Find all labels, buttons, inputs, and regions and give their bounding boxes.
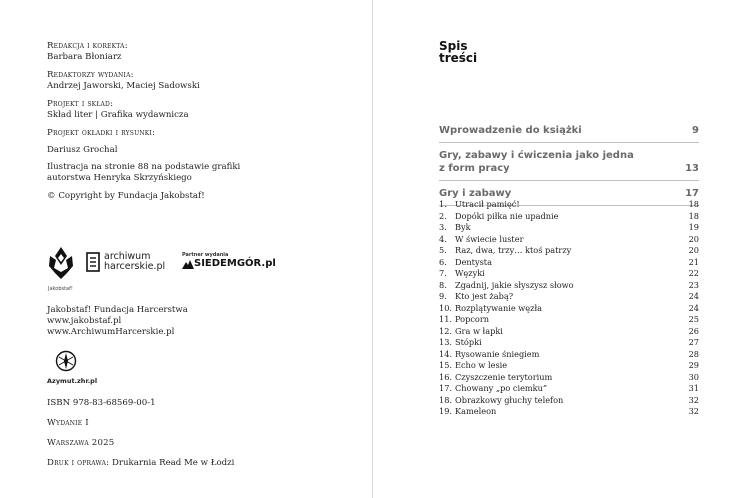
toc-item[interactable] (439, 199, 699, 211)
toc-item-title: Rysowanie śniegiem (455, 348, 540, 359)
toc-item-page: 32 (688, 394, 699, 405)
toc-item-title: Chowany „po ciemku” (455, 383, 548, 393)
toc-item-page: 30 (688, 371, 699, 382)
toc-item-num: 9. (439, 291, 447, 301)
toc-items (439, 199, 699, 418)
toc-title-line1: Spis (439, 39, 468, 53)
fleur-de-lis-icon (48, 246, 74, 280)
toc-item-title: Popcorn (455, 314, 490, 324)
section-title-cont: z form pracy (439, 163, 510, 174)
toc-item[interactable] (439, 222, 699, 234)
archiwum-line1: archiwum (104, 251, 151, 262)
toc-item-title: Węzyki (455, 268, 485, 278)
credit-value: Skład liter | Grafika wydawnicza (47, 110, 189, 120)
left-page (0, 0, 373, 498)
toc-item-title: Rozplątywanie węzła (455, 302, 542, 313)
toc-item-title: W świecie luster (455, 233, 524, 244)
toc-item-page: 27 (688, 337, 699, 347)
edition: Wydanie I (47, 418, 89, 428)
toc-item-num: 2. (439, 210, 447, 221)
siedemgor-logo (182, 252, 276, 269)
toc-item[interactable] (439, 234, 699, 246)
toc-item-title: Obrazkowy głuchy telefon (455, 394, 564, 405)
section-page: 17 (685, 188, 699, 199)
toc-item-num: 18. (439, 394, 453, 405)
section-page: 9 (692, 125, 699, 136)
toc-item-num: 4. (439, 233, 447, 244)
partner-caption: Partner wydania (182, 252, 229, 258)
isbn: ISBN 978-83-68569-00-1 (47, 398, 156, 408)
toc-item[interactable] (439, 245, 699, 257)
compass-icon (55, 350, 77, 372)
org-name: Jakobstaf! Fundacja Harcerstwa (47, 305, 188, 315)
toc-item-title: Dentysta (455, 256, 492, 267)
jakobstaf-logo (48, 246, 78, 292)
toc-item-num: 19. (439, 406, 453, 416)
print-name: Drukarnia Read Me w Łodzi (111, 458, 235, 468)
toc-item-num: 6. (439, 256, 447, 267)
illustration-note: Ilustracja na stronie 88 na podstawie grafiki (47, 162, 241, 172)
toc-item[interactable] (439, 406, 699, 418)
archiwum-line2: harcerskie.pl (104, 261, 166, 272)
toc-item[interactable] (439, 337, 699, 349)
azymut-logo (47, 350, 107, 385)
toc-item-page: 24 (688, 291, 699, 301)
toc-item-num: 7. (439, 268, 447, 278)
toc-item[interactable] (439, 291, 699, 303)
toc-item-page: 19 (688, 222, 699, 232)
toc-item[interactable] (439, 314, 699, 326)
toc-item[interactable] (439, 383, 699, 395)
toc-item[interactable] (439, 360, 699, 372)
jakobstaf-caption: Jakobstaf! (48, 286, 73, 292)
contact-block (47, 305, 188, 338)
url-archiwum: www.ArchiwumHarcerskie.pl (47, 327, 175, 337)
toc-item-page: 23 (688, 279, 699, 290)
toc-item-num: 3. (439, 222, 447, 232)
section-title: Gry, zabawy i ćwiczenia jako jedna (439, 150, 634, 161)
toc-item-title: Kto jest żabą? (455, 291, 514, 301)
section-title: Wprowadzenie do książki (439, 125, 582, 136)
section-page: 13 (685, 163, 699, 174)
right-page (373, 0, 750, 498)
toc-item-page: 31 (688, 383, 699, 393)
toc-item-title: Zgadnij, jakie słyszysz słowo (455, 279, 574, 290)
archiwum-logo (86, 252, 165, 272)
toc-item-num: 1. (439, 199, 447, 209)
toc-item-num: 10. (439, 302, 453, 313)
toc-section[interactable] (439, 124, 699, 143)
mountain-icon (182, 259, 194, 269)
toc-item-page: 29 (688, 360, 699, 370)
place-year: Warszawa 2025 (47, 438, 115, 448)
toc-item-page: 21 (688, 256, 699, 267)
section-title: Gry i zabawy (439, 188, 512, 199)
archive-box-icon (86, 252, 100, 272)
toc-item-title: Stópki (455, 337, 482, 347)
toc-item-title: Raz, dwa, trzy… ktoś patrzy (455, 245, 572, 255)
azymut-label: Azymut.zhr.pl (47, 377, 98, 385)
credit-editors (47, 70, 347, 92)
credit-cover (47, 128, 347, 184)
toc-item-num: 13. (439, 337, 453, 347)
toc-section[interactable] (439, 149, 699, 181)
toc-item-title: Echo w lesie (455, 360, 508, 370)
print-label: Druk i oprawa: (47, 458, 110, 468)
toc-item-page: 18 (688, 210, 699, 221)
toc-item-title: Czyszczenie terytorium (455, 371, 553, 382)
toc-item-num: 5. (439, 245, 447, 255)
credit-editing (47, 41, 347, 63)
toc-item[interactable] (439, 268, 699, 280)
toc-item[interactable] (439, 257, 699, 269)
toc-title-line2: treści (439, 51, 478, 65)
toc-item-title: Gra w łapki (455, 325, 503, 336)
toc-item[interactable] (439, 211, 699, 223)
toc-item-num: 17. (439, 383, 453, 393)
toc-item-page: 20 (688, 233, 699, 244)
toc-item-num: 15. (439, 360, 453, 370)
illustration-note: autorstwa Henryka Skrzyńskiego (47, 173, 192, 183)
toc-item-num: 11. (439, 314, 453, 324)
toc-item-num: 16. (439, 371, 453, 382)
credit-value: Andrzej Jaworski, Maciej Sadowski (47, 81, 200, 91)
credit-label: Redakcja i korekta: (47, 41, 128, 51)
toc-item-page: 22 (688, 268, 699, 278)
logos-row (48, 246, 348, 296)
credit-value: Dariusz Grochal (47, 145, 118, 155)
toc-item-num: 14. (439, 348, 453, 359)
toc-item[interactable] (439, 372, 699, 384)
toc-item-page: 25 (688, 314, 699, 324)
toc-item-num: 8. (439, 279, 447, 290)
toc-item[interactable] (439, 395, 699, 407)
toc-item[interactable] (439, 349, 699, 361)
credits (47, 41, 347, 202)
toc-item-num: 12. (439, 325, 453, 336)
siedemgor-text: SIEDEMGÓR.pl (194, 258, 276, 269)
toc-item-title: Utracił pamięć! (455, 199, 520, 209)
toc-item-page: 24 (688, 302, 699, 313)
toc-item-page: 26 (688, 325, 699, 336)
publication-info (47, 398, 234, 478)
toc-title (439, 40, 477, 64)
toc-item-page: 18 (688, 199, 699, 209)
credit-label: Redaktorzy wydania: (47, 70, 134, 80)
credit-label: Projekt i skład: (47, 99, 114, 109)
toc-item-page: 32 (688, 406, 699, 416)
toc-item[interactable] (439, 280, 699, 292)
credit-design (47, 99, 347, 121)
toc-item-title: Byk (455, 222, 471, 232)
toc-item[interactable] (439, 303, 699, 315)
copyright: © Copyright by Fundacja Jakobstaf! (47, 191, 205, 201)
credit-value: Barbara Błoniarz (47, 52, 122, 62)
toc-item[interactable] (439, 326, 699, 338)
toc-item-page: 28 (688, 348, 699, 359)
toc-item-title: Dopóki piłka nie upadnie (455, 210, 559, 221)
url-jakobstaf: www.jakobstaf.pl (47, 316, 122, 326)
credit-label: Projekt okładki i rysunki: (47, 128, 156, 138)
toc-item-title: Kameleon (455, 406, 497, 416)
toc-item-page: 20 (688, 245, 699, 255)
